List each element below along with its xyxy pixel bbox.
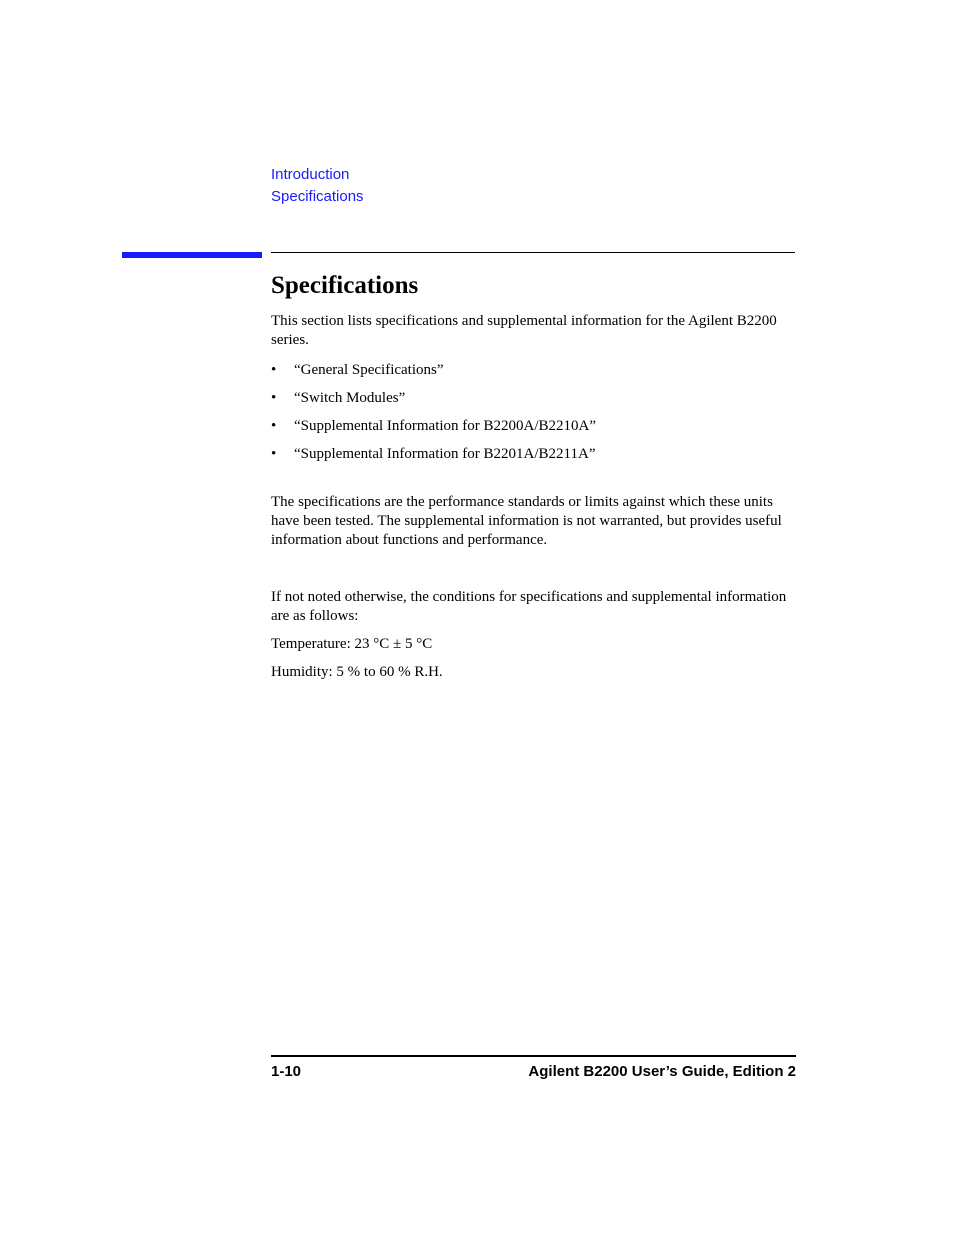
guide-title: Agilent B2200 User’s Guide, Edition 2 bbox=[528, 1063, 796, 1080]
list-item bbox=[271, 445, 801, 464]
list-item-text: “Supplemental Information for B2201A/B2211A” bbox=[294, 446, 596, 462]
page-title: Specifications bbox=[271, 272, 419, 299]
humidity-condition: Humidity: 5 % to 60 % R.H. bbox=[271, 664, 443, 680]
page-number: 1-10 bbox=[271, 1063, 302, 1080]
spec-topic-list bbox=[271, 361, 801, 464]
footer-divider bbox=[271, 1055, 796, 1057]
list-item-text: “General Specifications” bbox=[294, 362, 444, 378]
breadcrumb-link-introduction[interactable]: Introduction bbox=[271, 166, 350, 183]
specifications-paragraph: The specifications are the performance standards or limits against which these units have been tested. The supplemental information is not warranted, but provides useful information about functions and performance. bbox=[271, 494, 782, 548]
breadcrumb-link-specifications[interactable]: Specifications bbox=[271, 188, 364, 205]
breadcrumb bbox=[271, 164, 364, 208]
bullet-icon: • bbox=[271, 362, 277, 378]
temperature-condition: Temperature: 23 °C ± 5 °C bbox=[271, 636, 433, 652]
main-content bbox=[271, 270, 801, 682]
bullet-icon: • bbox=[271, 390, 277, 406]
list-item-text: “Supplemental Information for B2200A/B2210A” bbox=[294, 418, 597, 434]
conditions-paragraph: If not noted otherwise, the conditions for specifications and supplemental information are as follows: bbox=[271, 589, 787, 624]
list-item bbox=[271, 361, 801, 380]
intro-paragraph: This section lists specifications and supplemental information for the Agilent B2200 series. bbox=[271, 313, 777, 348]
list-item bbox=[271, 417, 801, 436]
section-divider bbox=[271, 252, 795, 253]
list-item-text: “Switch Modules” bbox=[294, 390, 406, 406]
bullet-icon: • bbox=[271, 446, 277, 462]
list-item bbox=[271, 389, 801, 408]
bullet-icon: • bbox=[271, 418, 277, 434]
section-accent-bar bbox=[122, 252, 262, 258]
